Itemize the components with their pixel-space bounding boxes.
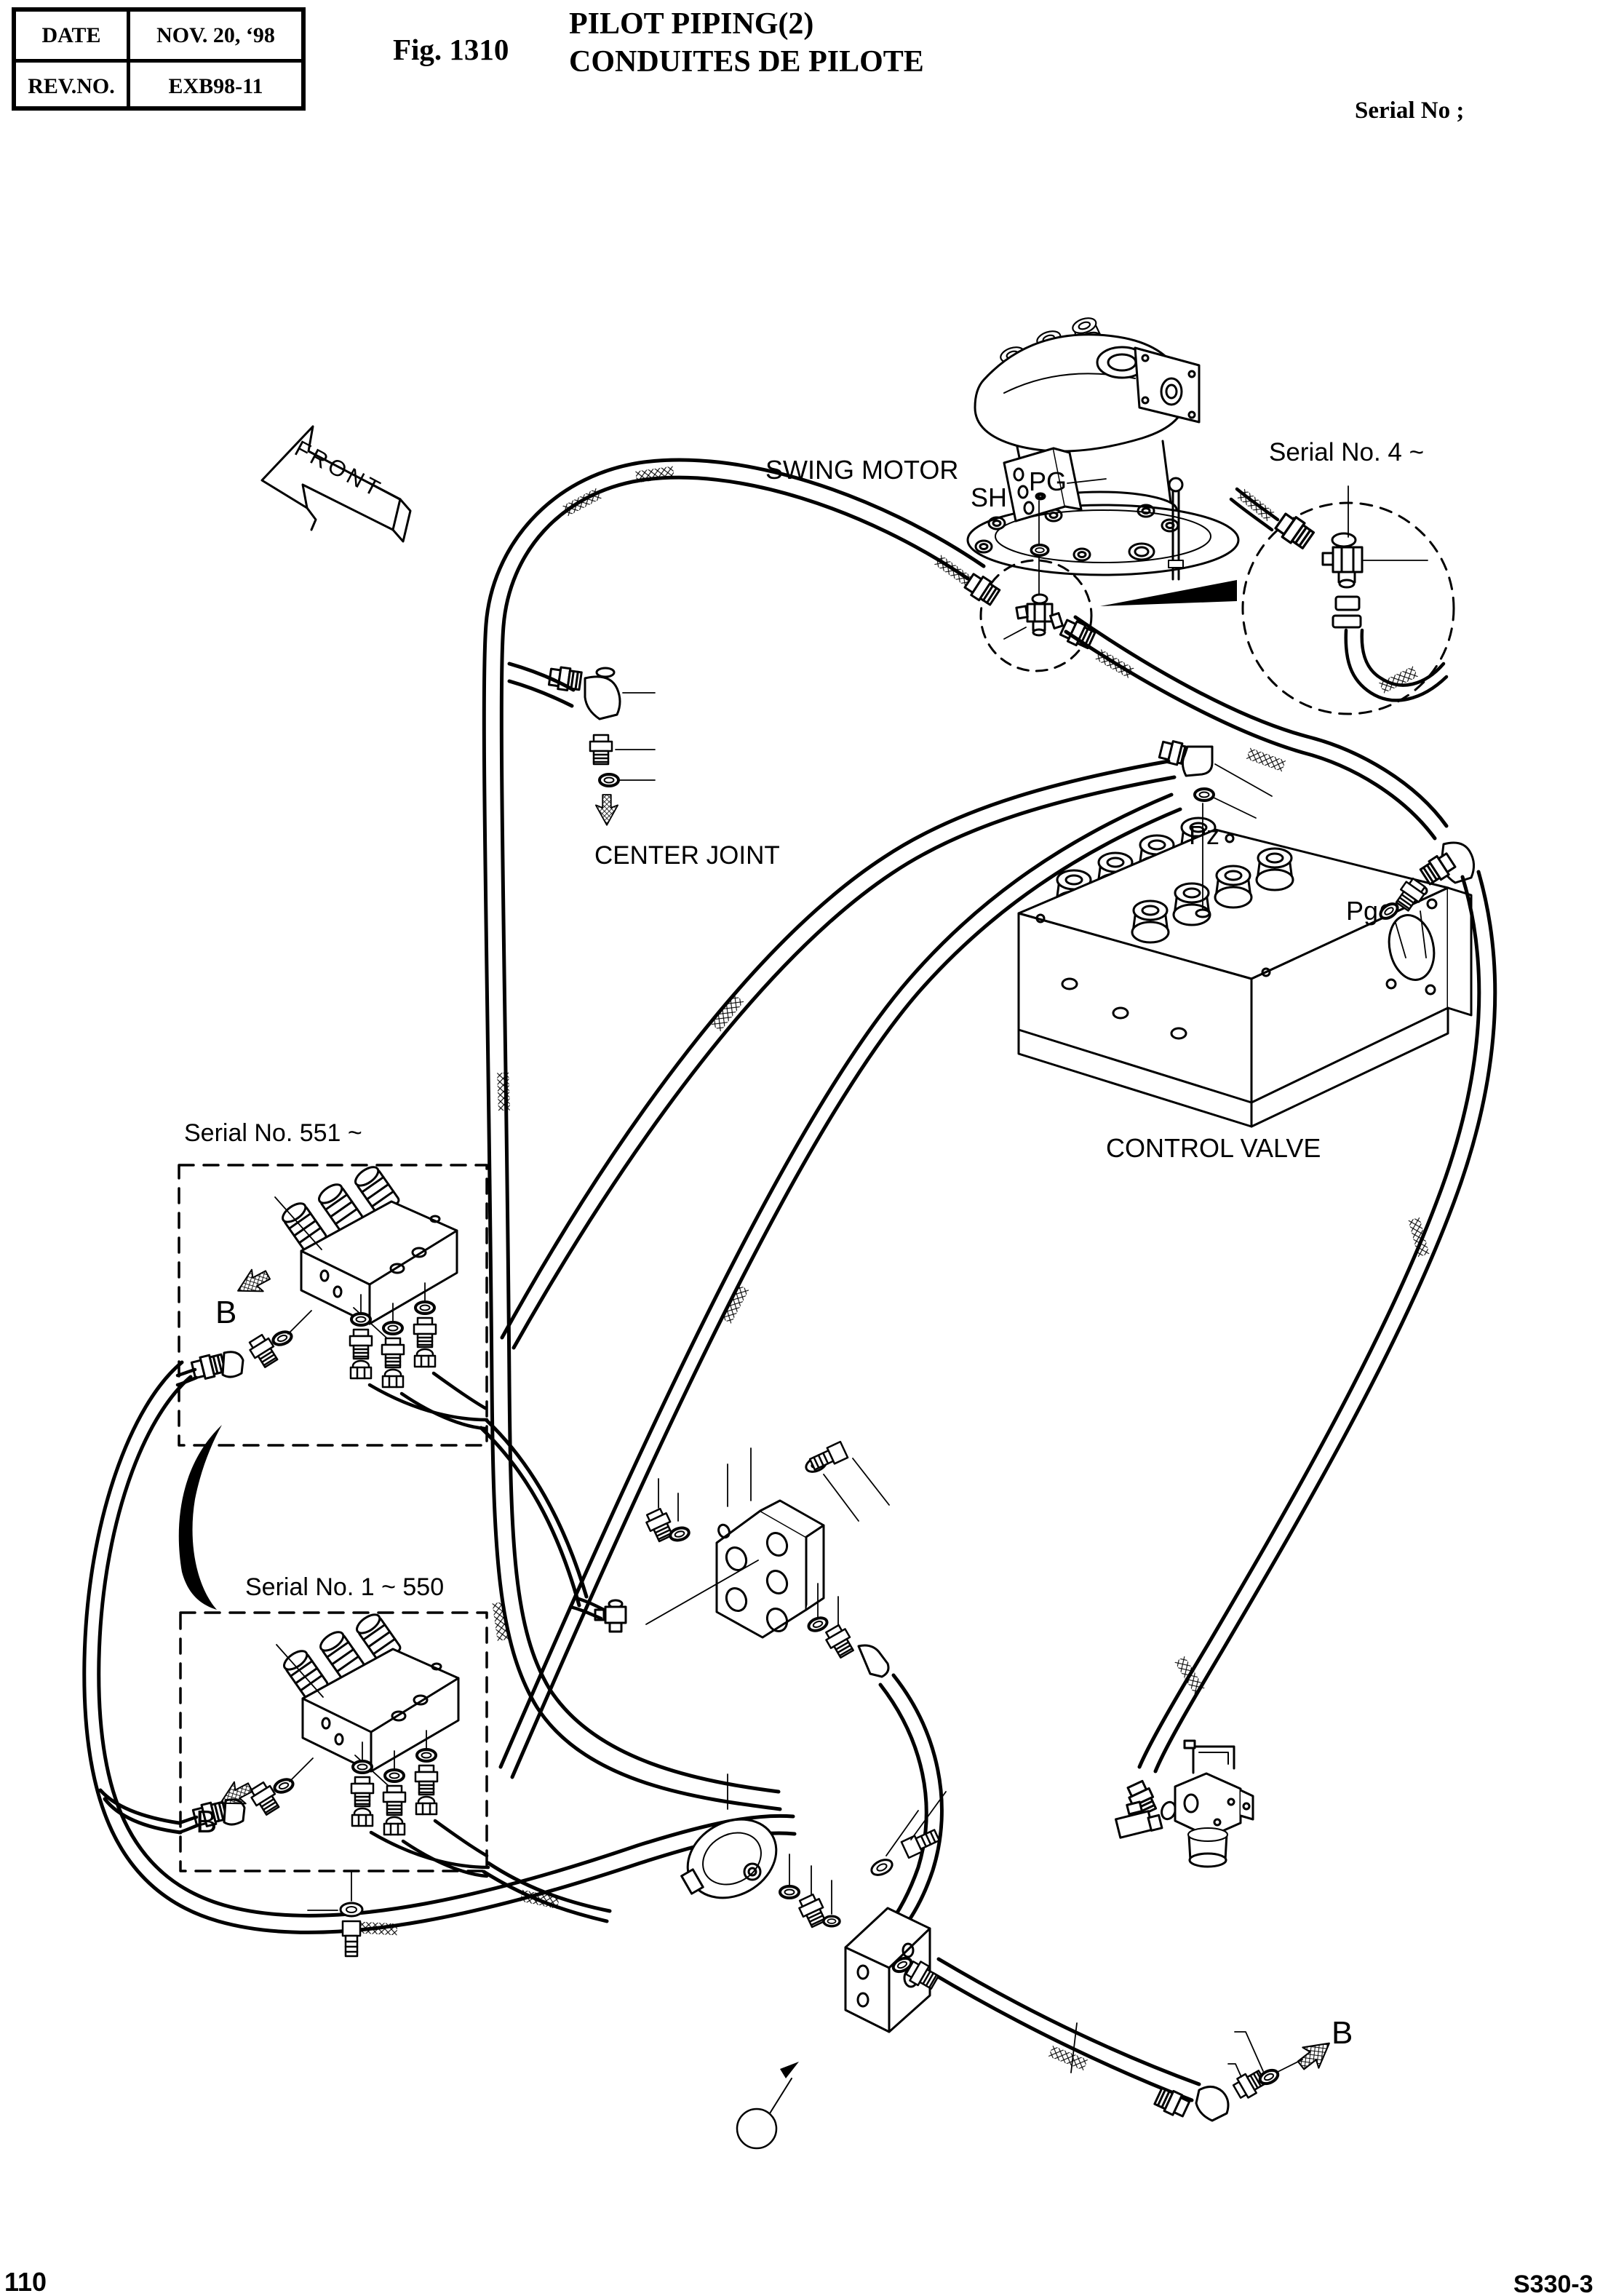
swing-motor — [968, 315, 1238, 597]
pg-lower-port-label: Pg — [1346, 896, 1379, 926]
accumulator-assembly — [669, 1774, 946, 2148]
serial-551-label: Serial No. 551 ~ — [184, 1119, 362, 1147]
view-b-1-550-label: B — [196, 1804, 218, 1840]
page-number: 110 — [4, 2267, 47, 2296]
center-joint-fittings — [549, 666, 655, 825]
pg-port-label: PG — [1029, 466, 1067, 496]
date-label: DATE — [16, 12, 130, 59]
control-valve-label: CONTROL VALVE — [1106, 1133, 1321, 1163]
rev-no-value: EXB98-11 — [168, 74, 263, 98]
front-label: FRONT — [290, 435, 388, 503]
view-b-bottom-label: B — [1332, 2015, 1353, 2051]
serial-1-550-label: Serial No. 1 ~ 550 — [245, 1573, 445, 1601]
swing-motor-label: SWING MOTOR — [765, 455, 959, 485]
bottom-right-b-fittings — [1071, 2023, 1337, 2121]
pilot-filter-assembly — [1116, 1741, 1253, 1867]
serial-no-header: Serial No ; — [1355, 98, 1465, 124]
control-valve — [1019, 818, 1471, 1127]
pz-port-label: Pz — [1189, 820, 1220, 850]
sh-port-label: SH — [971, 482, 1008, 512]
view-reference-circle — [737, 2109, 776, 2148]
revision-table — [12, 7, 306, 111]
doc-code: S330-3 — [1513, 2271, 1593, 2296]
view-b-551-label: B — [215, 1295, 237, 1330]
date-value: NOV. 20, ‘98 — [156, 23, 275, 47]
serial-4-detail-circle — [1231, 486, 1454, 714]
manifold-plate-assembly — [570, 1442, 889, 1677]
center-joint-label: CENTER JOINT — [594, 841, 780, 870]
rev-no-label: REV.NO. — [16, 63, 130, 110]
revision-swoosh-arrow — [179, 1425, 222, 1610]
figure-number: Fig. 1310 — [393, 33, 509, 66]
serial-no-4-label: Serial No. 4 ~ — [1269, 438, 1425, 466]
hose-braid-patches — [359, 466, 1430, 2070]
page-title-fr: CONDUITES DE PILOTE — [569, 45, 924, 79]
page-title-en: PILOT PIPING(2) — [569, 7, 814, 41]
filter-body — [1175, 1741, 1253, 1867]
front-direction-arrow — [262, 426, 410, 541]
